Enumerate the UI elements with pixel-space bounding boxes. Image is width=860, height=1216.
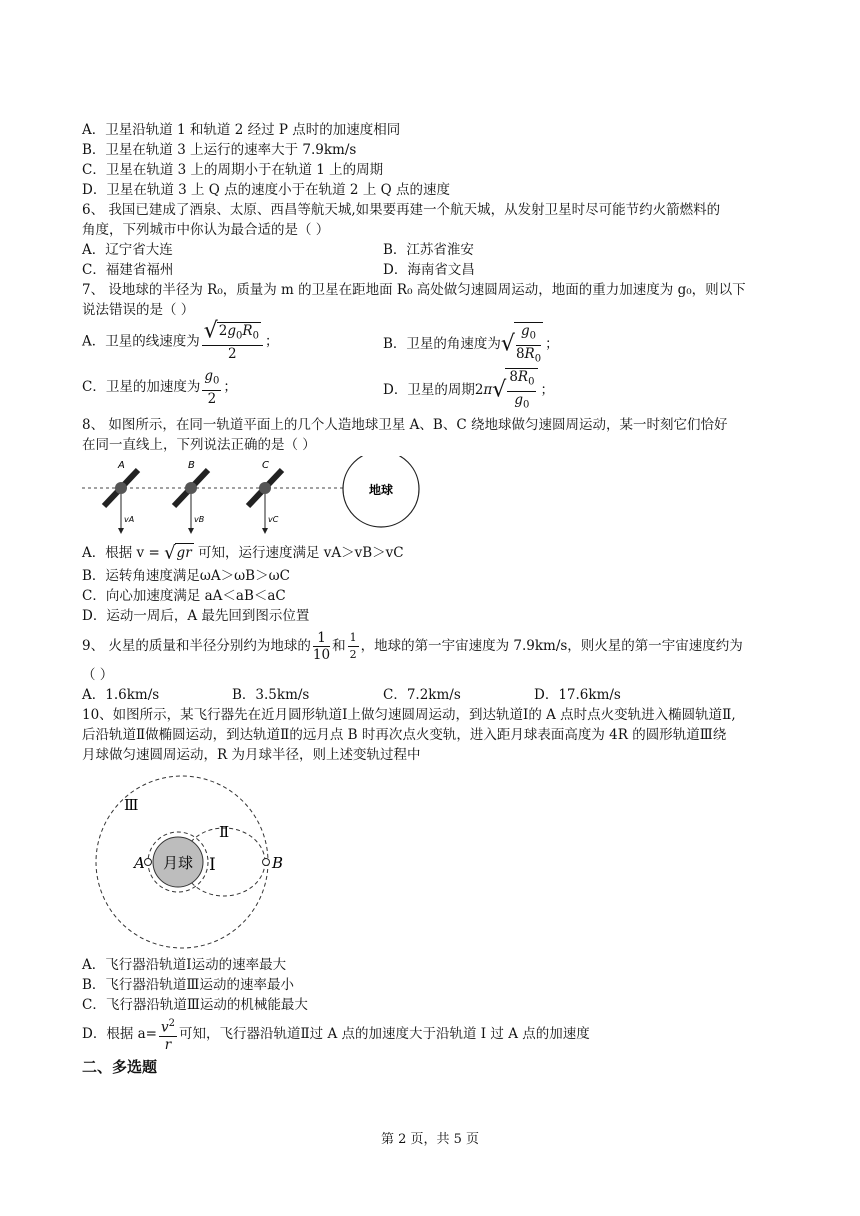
- sqrt-gr: gr: [176, 545, 192, 561]
- q6-stem-line2: 角度，下列城市中你认为最合适的是（ ）: [82, 222, 330, 238]
- satellite-a: [104, 470, 138, 534]
- formula-c: $\frac{g_0}{2}$: [204, 368, 220, 407]
- semicolon: ；: [264, 333, 279, 350]
- q7-option-c-label: C．卫星的加速度为: [82, 378, 201, 395]
- q8-option-d: D．运动一周后，A 最先回到图示位置: [82, 608, 310, 624]
- point-a-label: A: [134, 854, 145, 872]
- q7-option-b-label: B．卫星的角速度为: [383, 336, 501, 353]
- q10-option-b: B．飞行器沿轨道Ⅲ运动的速率最小: [82, 977, 294, 993]
- label-a: A: [118, 460, 125, 471]
- q8-option-a: A．根据 v = √gr 可知，运行速度满足 vA＞vB＞vC: [82, 542, 404, 564]
- label-b: B: [188, 460, 195, 471]
- page-footer: 第 2 页，共 5 页: [380, 1132, 480, 1147]
- q8-option-a-text: 可知，运行速度满足 vA＞vB＞vC: [193, 545, 404, 561]
- q9-option-c: C．7.2km/s: [383, 687, 461, 703]
- q10-option-d-text: 可知，飞行器沿轨道Ⅱ过 A 点的加速度大于沿轨道 I 过 A 点的加速度: [179, 1026, 590, 1042]
- lunar-orbit-figure: [82, 770, 288, 950]
- q7-option-a-label: A．卫星的线速度为: [82, 333, 200, 350]
- point-a-marker: [145, 859, 152, 866]
- q7-stem-line2: 说法错误的是（ ）: [82, 302, 195, 318]
- formula-v2-over-r: $\frac{v^2}{r}$: [160, 1018, 175, 1053]
- formula-d: $\frac{8R_0}{g_0}$: [505, 368, 538, 413]
- formula-b: $\frac{g_0}{8R_0}$: [514, 322, 543, 367]
- semicolon: ；: [540, 382, 554, 399]
- semicolon: ；: [545, 336, 559, 353]
- orbit-1-label: I: [209, 855, 216, 875]
- satellites-figure: [82, 456, 422, 538]
- label-vb: vB: [194, 515, 205, 524]
- q8-stem-line2: 在同一直线上，下列说法正确的是（ ）: [82, 437, 316, 453]
- fraction-one-half: $\frac{1}{2}$: [349, 631, 357, 661]
- q6-stem-line1: 6、 我国已建成了酒泉、太原、西昌等航天城,如果要再建一个航天城，从发射卫星时尽可能节约火箭燃料的: [82, 202, 721, 218]
- satellite-b: [174, 470, 208, 534]
- point-b-marker: [263, 859, 270, 866]
- q10-option-a: A．飞行器沿轨道Ⅰ运动的速率最大: [82, 957, 287, 973]
- q9-option-b: B．3.5km/s: [232, 687, 310, 703]
- q10-stem-line2: 后沿轨道Ⅱ做椭圆运动，到达轨道Ⅱ的远月点 B 时再次点火变轨，进入距月球表面高度为 4R 的圆形轨道Ⅲ绕: [82, 727, 727, 743]
- q5-option-a: A．卫星沿轨道 1 和轨道 2 经过 P 点时的加速度相同: [82, 122, 401, 138]
- q6-option-c: C．福建省福州: [82, 262, 174, 278]
- q7-option-d: D．卫星的周期2π√ $\frac{8R_0}{g_0}$ ；: [383, 368, 554, 413]
- q9-stem-line2: （ ）: [82, 667, 114, 683]
- q10-stem-line3: 月球做匀速圆周运动，R 为月球半径，则上述变轨过程中: [82, 747, 421, 763]
- q6-option-a: A．辽宁省大连: [82, 242, 173, 258]
- label-c: C: [262, 460, 269, 471]
- q10-stem-line1: 10、如图所示，某飞行器先在近月圆形轨道Ⅰ上做匀速圆周运动，到达轨道Ⅰ的 A 点时点火变轨进入椭圆轨道Ⅱ,: [82, 707, 736, 723]
- q7-option-a: [82, 318, 279, 362]
- satellite-c: [248, 470, 282, 534]
- earth-label: 地球: [368, 483, 394, 497]
- q10-option-d: [82, 1016, 590, 1053]
- q7-stem-line1: 7、 设地球的半径为 R₀，质量为 m 的卫星在距地面 R₀ 高处做匀速圆周运动，地面的重力加速度为 g₀，则以下: [82, 282, 746, 298]
- q8-option-c: C．向心加速度满足 aA＜aB＜aC: [82, 588, 286, 604]
- q7-option-c: [82, 368, 237, 407]
- q9-stem-pre: 9、 火星的质量和半径分别约为地球的: [82, 638, 311, 654]
- formula-a: $\frac{√2g_0R_0}{2}$: [202, 322, 263, 362]
- label-va: vA: [124, 515, 135, 524]
- q9-stem-post: ，地球的第一宇宙速度为 7.9km/s，则火星的第一宇宙速度约为: [360, 638, 743, 654]
- point-b-label: B: [272, 854, 284, 872]
- q9-and: 和: [332, 638, 346, 654]
- q6-option-d: D．海南省文昌: [383, 262, 475, 278]
- q5-option-b: B．卫星在轨道 3 上运行的速率大于 7.9km/s: [82, 142, 357, 158]
- section-heading-multiple-choice: 二、多选题: [82, 1058, 158, 1076]
- q8-option-a-label: A．根据 v =: [82, 545, 165, 561]
- q5-option-c: C．卫星在轨道 3 上的周期小于在轨道 1 上的周期: [82, 162, 384, 178]
- q9-stem-line1: [82, 628, 743, 664]
- q10-option-c: C．飞行器沿轨道Ⅲ运动的机械能最大: [82, 997, 308, 1013]
- moon-label: 月球: [162, 854, 194, 872]
- q8-option-b: B．运转角速度满足ωA＞ωB＞ωC: [82, 568, 290, 584]
- orbit-2-label: Ⅱ: [219, 823, 230, 841]
- q5-option-d: D．卫星在轨道 3 上 Q 点的速度小于在轨道 2 上 Q 点的速度: [82, 182, 450, 198]
- q7-option-b: B．卫星的角速度为√ $\frac{g_0}{8R_0}$ ；: [383, 322, 559, 367]
- q9-option-a: A．1.6km/s: [82, 687, 160, 703]
- q9-option-d: D．17.6km/s: [534, 687, 621, 703]
- fraction-one-tenth: $\frac{1}{10}$: [312, 630, 331, 663]
- q8-stem-line1: 8、 如图所示，在同一轨道平面上的几个人造地球卫星 A、B、C 绕地球做匀速圆周运动，某一时刻它们恰好: [82, 417, 728, 433]
- q10-option-d-label: D．根据 a=: [82, 1026, 157, 1042]
- q6-option-b: B．江苏省淮安: [383, 242, 474, 258]
- label-vc: vC: [268, 515, 279, 524]
- orbit-3-label: Ⅲ: [124, 796, 139, 814]
- semicolon: ；: [223, 378, 237, 395]
- q7-option-d-label: D．卫星的周期: [383, 382, 475, 399]
